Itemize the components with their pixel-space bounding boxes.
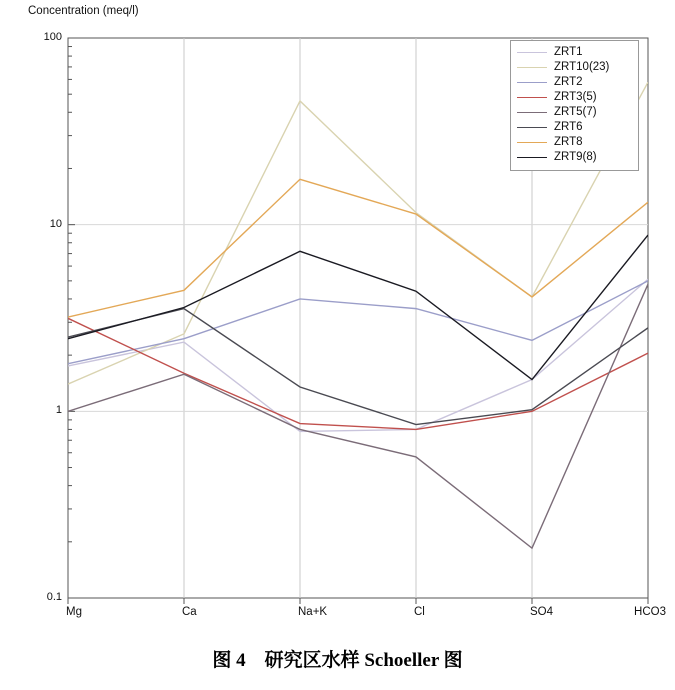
legend-item-zrt57[interactable] [517, 105, 630, 120]
x-axis-label-so4: SO4 [530, 606, 554, 618]
legend-item-zrt1023[interactable] [517, 60, 630, 75]
legend-item-zrt35[interactable] [517, 90, 630, 105]
legend-color-swatch [517, 82, 547, 83]
x-axis-label-ca: Ca [182, 606, 197, 618]
legend-item-zrt2[interactable] [517, 75, 630, 90]
y-axis-title: Concentration (meq/l) [28, 5, 139, 17]
x-axis-label-mg: Mg [66, 606, 82, 618]
y-axis-label: 1 [55, 404, 62, 417]
legend-label: ZRT1 [554, 46, 583, 58]
legend-label: ZRT3(5) [554, 91, 597, 103]
x-axis-label-nak: Na+K [298, 606, 328, 618]
x-axis-label-hco3: HCO3 [634, 606, 666, 618]
legend-color-swatch [517, 127, 547, 128]
legend-label: ZRT5(7) [554, 106, 597, 118]
legend-color-swatch [517, 52, 547, 53]
legend-label: ZRT2 [554, 76, 583, 88]
legend-label: ZRT9(8) [554, 151, 597, 163]
legend-color-swatch [517, 67, 547, 68]
x-axis-label-cl: Cl [414, 606, 425, 618]
legend-label: ZRT8 [554, 136, 583, 148]
legend-label: ZRT10(23) [554, 61, 610, 73]
figure-caption: 图 4 研究区水样 Schoeller 图 [212, 650, 463, 671]
legend-color-swatch [517, 157, 547, 158]
legend-item-zrt8[interactable] [517, 135, 630, 150]
legend-item-zrt98[interactable] [517, 150, 630, 165]
legend-label: ZRT6 [554, 121, 583, 133]
legend-item-zrt6[interactable] [517, 120, 630, 135]
y-axis-label: 0.1 [46, 591, 62, 603]
legend-item-zrt1[interactable] [517, 45, 630, 60]
legend-color-swatch [517, 142, 547, 143]
legend-color-swatch [517, 112, 547, 113]
y-axis-label: 10 [49, 217, 62, 230]
y-axis-label: 100 [43, 31, 62, 43]
legend-color-swatch [517, 97, 547, 98]
chart-legend [510, 40, 639, 171]
